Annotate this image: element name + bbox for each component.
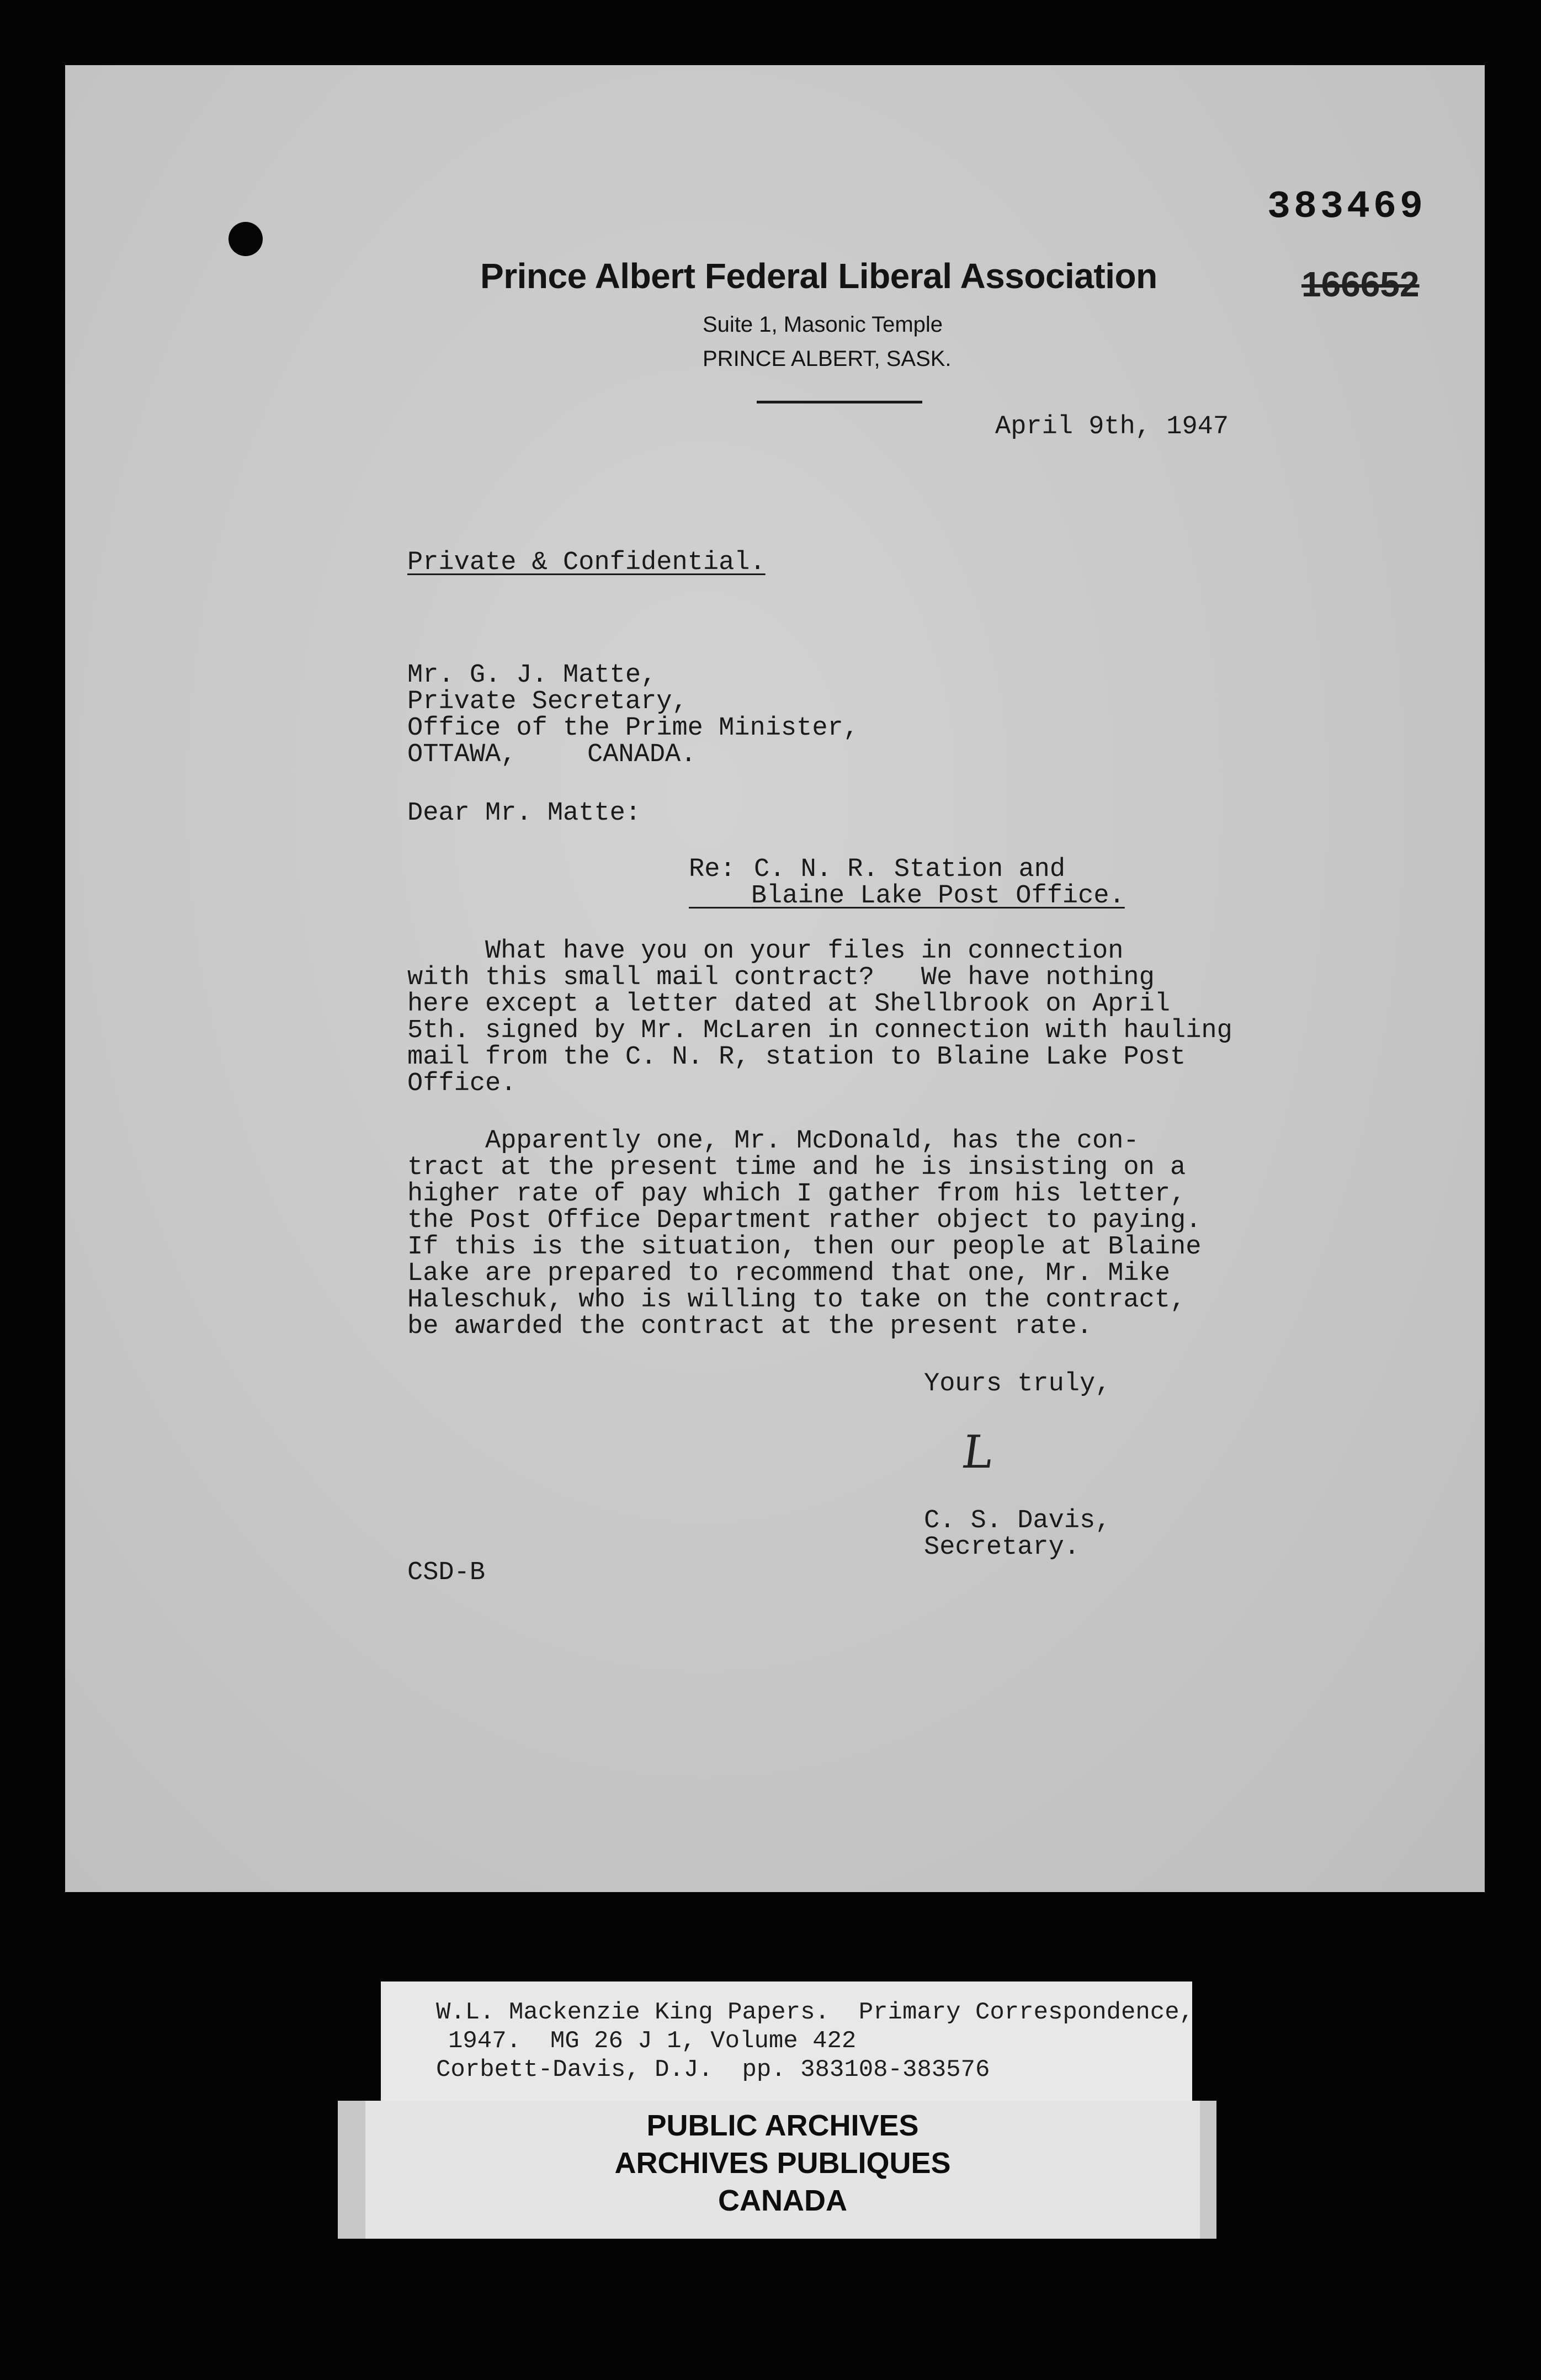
- archive-label-line-3: Corbett-Davis, D.J. pp. 383108-383576: [436, 2056, 990, 2084]
- recipient-title: Private Secretary,: [407, 687, 688, 716]
- letterhead-address-line-1: Suite 1, Masonic Temple: [703, 312, 943, 337]
- body-line: What have you on your files in connection: [407, 937, 1124, 966]
- subject-line-1: C. N. R. Station and: [754, 855, 1066, 884]
- body-line: Lake are prepared to recommend that one, Mr. Mike: [407, 1259, 1171, 1288]
- body-line: with this small mail contract? We have nothing: [407, 963, 1155, 992]
- recipient-city: OTTAWA,: [407, 740, 517, 769]
- archive-stamp-line-3: CANADA: [718, 2184, 847, 2217]
- letter-page: [65, 65, 1485, 1892]
- file-number: 383469: [1267, 185, 1427, 229]
- signatory-title: Secretary.: [924, 1533, 1080, 1562]
- old-file-number-struck: 166652: [1301, 264, 1420, 304]
- confidentiality-notice: Private & Confidential.: [407, 548, 766, 577]
- letterhead-divider: [757, 401, 922, 403]
- body-line: If this is the situation, then our people at Blaine: [407, 1232, 1202, 1262]
- archive-label-line-2: 1947. MG 26 J 1, Volume 422: [448, 2027, 857, 2055]
- signature-initial: L: [959, 1426, 997, 1479]
- body-line: here except a letter dated at Shellbrook on April: [407, 990, 1171, 1019]
- subject-line-2: Blaine Lake Post Office.: [751, 881, 1125, 911]
- reference-initials: CSD-B: [407, 1558, 486, 1587]
- body-line: Apparently one, Mr. McDonald, has the con-: [407, 1127, 1139, 1156]
- letter-date: April 9th, 1947: [995, 412, 1229, 442]
- body-line: mail from the C. N. R, station to Blaine Lake Post: [407, 1043, 1186, 1072]
- salutation: Dear Mr. Matte:: [407, 799, 641, 828]
- body-line: 5th. signed by Mr. McLaren in connection with hauling: [407, 1016, 1232, 1045]
- letterhead-address-line-2: PRINCE ALBERT, SASK.: [703, 347, 952, 371]
- body-line: tract at the present time and he is insisting on a: [407, 1153, 1186, 1182]
- letterhead-organization: Prince Albert Federal Liberal Association: [480, 256, 1157, 296]
- body-line: be awarded the contract at the present rate.: [407, 1312, 1093, 1341]
- recipient-name: Mr. G. J. Matte,: [407, 661, 657, 690]
- punch-hole: [229, 222, 263, 256]
- body-line: the Post Office Department rather object to paying.: [407, 1206, 1202, 1235]
- archive-label-line-1: W.L. Mackenzie King Papers. Primary Correspondence,: [436, 1999, 1194, 2026]
- recipient-country: CANADA.: [587, 740, 697, 769]
- archive-stamp-line-1: PUBLIC ARCHIVES: [646, 2109, 919, 2142]
- archive-stamp: [338, 2101, 1216, 2239]
- body-line: Office.: [407, 1069, 517, 1098]
- body-line: higher rate of pay which I gather from his letter,: [407, 1180, 1186, 1209]
- closing: Yours truly,: [924, 1369, 1111, 1399]
- subject-line-2-spacer: [689, 883, 1125, 910]
- body-line: Haleschuk, who is willing to take on the contract,: [407, 1285, 1186, 1315]
- recipient-office: Office of the Prime Minister,: [407, 714, 859, 743]
- subject-prefix: Re:: [689, 855, 736, 884]
- signatory-name: C. S. Davis,: [924, 1506, 1111, 1536]
- archive-stamp-line-2: ARCHIVES PUBLIQUES: [614, 2147, 951, 2180]
- archive-reference-label: [381, 1981, 1192, 2102]
